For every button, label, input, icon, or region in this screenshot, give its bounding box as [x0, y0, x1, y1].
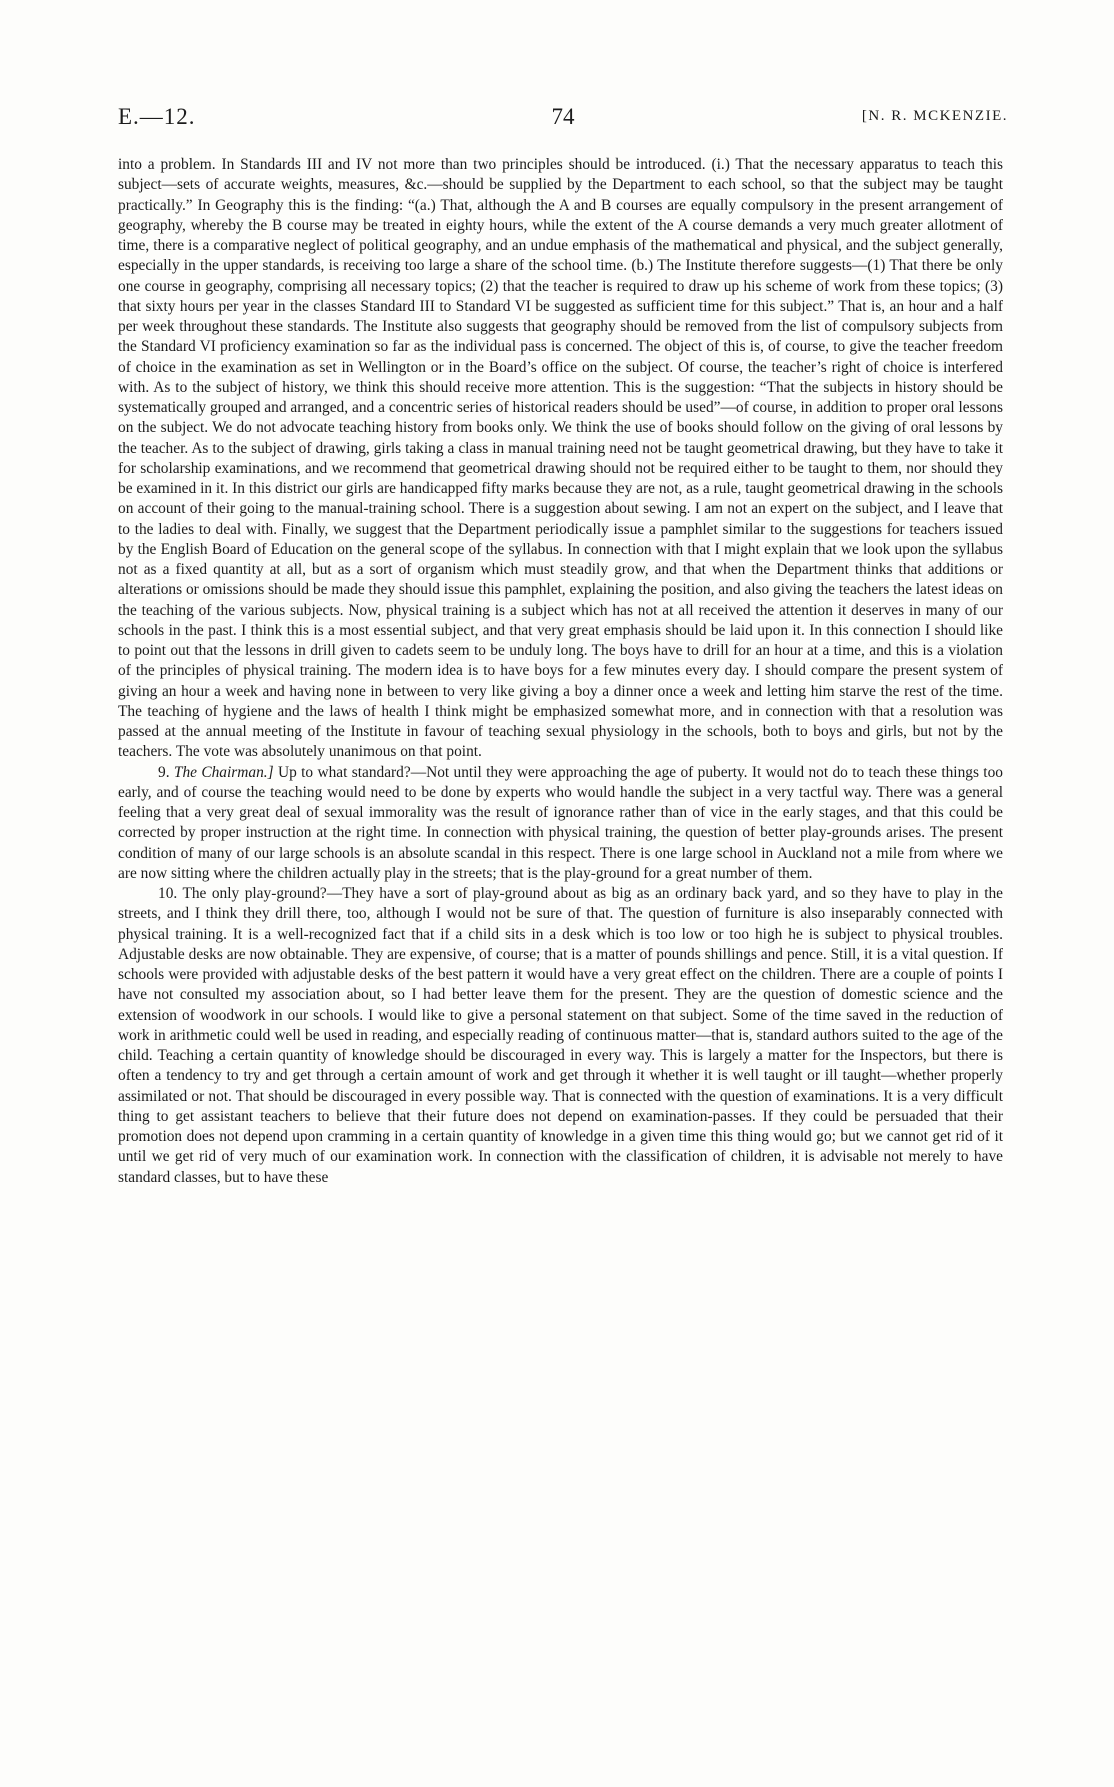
paragraph-question-10	[118, 884, 1003, 1188]
page-number: 74	[551, 104, 575, 129]
paragraph-text: Up to what standard?—Not until they were approaching the age of puberty. It would not do to teach these things too early, and of course the teaching would need to be done by experts who would handle the subject in a very tactful way. There was a general feeling that a very great deal of sexual immorality was the result of ignorance rather than of vice in the early stages, and that this could be corrected by proper instruction at the right time. In connection with physical training, the question of better play-grounds arises. The present condition of many of our large schools is an absolute scandal in this respect. There is one large school in Auckland not a mile from where we are now sitting where the children actually play in the streets; that is the play-ground for a great number of them.	[118, 763, 1003, 882]
paragraph-continuation	[118, 155, 1003, 763]
page-header	[118, 104, 1008, 134]
body-text	[118, 155, 1003, 1188]
witness-name: [N. R. MCKENZIE.	[861, 108, 1008, 124]
question-number: 9.	[158, 763, 170, 781]
document-reference: E.—12.	[118, 104, 196, 129]
question-number: 10.	[158, 885, 178, 902]
speaker-label: The Chairman.]	[173, 763, 274, 781]
paragraph-text: The only play-ground?—They have a sort of play-ground about as big as an ordinary back yard, and so they have to play in the streets, and I think they drill there, too, although I would not be sure of that. The question of furniture is also inseparably connected with physical training. It is a well-recognized fact that if a child sits in a desk which is too low or too high he is subject to physical troubles. Adjustable desks are now obtainable. They are expensive, of course; that is a matter of pounds shillings and pence. Still, it is a vital question. If schools were provided with adjustable desks of the best pattern it would have a very great effect on the children. There are a couple of points I have not consulted my association about, so I had better leave them for the present. They are the question of domestic science and the extension of woodwork in our schools. I would like to give a personal statement on that subject. Some of the time saved in the reduction of work in arithmetic could well be used in reading, and especially reading of continuous matter—that is, standard authors suited to the age of the child. Teaching a certain quantity of knowledge should be discouraged in every way. This is largely a matter for the Inspectors, but there is often a tendency to try and get through a certain amount of work and get through it whether it is well taught or ill taught—whether properly assimilated or not. That should be discouraged in every possible way. That is connected with the question of examinations. It is a very difficult thing to get assistant teachers to believe that their future does not depend on examination-passes. If they could be persuaded that their promotion does not depend upon cramming in a certain quantity of knowledge in a given time this thing would go; but we cannot get rid of it until we get rid of very much of our examination work. In connection with the classification of children, it is advisable not merely to have standard classes, but to have these	[118, 885, 1003, 1186]
paragraph-question-9	[118, 763, 1003, 885]
paragraph-text: into a problem. In Standards III and IV not more than two principles should be introduced. (i.) That the necessary apparatus to teach this subject—sets of accurate weights, measures, &c.—should be supplied by the Department to each school, so that the subject may be taught practically.” In Geography this is the finding: “(a.) That, although the A and B courses are equally compulsory in the present arrangement of geography, whereby the B course may be treated in eighty hours, while the extent of the A course demands a very much greater allotment of time, there is a comparative neglect of political geography, and an undue emphasis of the mathematical and physical, and the subject generally, especially in the upper standards, is receiving too large a share of the school time. (b.) The Institute therefore suggests—(1) That there be only one course in geography, comprising all necessary topics; (2) that the teacher is required to draw up his scheme of work from these topics; (3) that sixty hours per year in the classes Standard III to Standard VI be suggested as sufficient time for this subject.” That is, an hour and a half per week throughout these standards. The Institute also suggests that geography should be removed from the list of compulsory subjects from the Standard VI proficiency examination so far as the individual pass is concerned. The object of this is, of course, to give the teacher freedom of choice in the examination as set in Wellington or in the Board’s office on the subject. Of course, the teacher’s right of choice is interfered with. As to the subject of history, we think this should receive more attention. This is the suggestion: “That the subjects in history should be systematically grouped and arranged, and a concentric series of historical readers should be used”—of course, in addition to proper oral lessons on the subject. We do not advocate teaching history from books only. We think the use of books should follow on the giving of oral lessons by the teacher. As to the subject of drawing, girls taking a class in manual training need not be taught geometrical drawing, but they have to take it for scholarship examinations, and we recommend that geometrical drawing should not be required either to be taught to them, nor should they be examined in it. In this district our girls are handicapped fifty marks because they are not, as a rule, taught geometrical drawing in the schools on account of their going to the manual-training school. There is a suggestion about sewing. I am not an expert on the subject, and I leave that to the ladies to deal with. Finally, we suggest that the Department periodically issue a pamphlet similar to the suggestions for teachers issued by the English Board of Education on the general scope of the syllabus. In connection with that I might explain that we look upon the syllabus not as a fixed quantity at all, but as a sort of organism which must steadily grow, and that when the Department thinks that additions or alterations or omissions should be made they should issue this pamphlet, explaining the position, and also giving the teachers the latest ideas on the teaching of the various subjects. Now, physical training is a subject which has not at all received the attention it deserves in many of our schools in the past. I think this is a most essential subject, and that very great emphasis should be laid upon it. In this connection I should like to point out that the lessons in drill given to cadets seem to be unduly long. The boys have to drill for an hour at a time, and this is a violation of the principles of physical training. The modern idea is to have boys for a few minutes every day. I should compare the present system of giving an hour a week and having none in between to very like giving a boy a dinner once a week and letting him starve the rest of the time. The teaching of hygiene and the laws of health I think might be emphasized somewhat more, and in connection with that a resolution was passed at the annual meeting of the Institute in favour of teaching sexual physiology in the schools, both to boys and girls, but not by the teachers. The vote was absolutely unanimous on that point.	[118, 156, 1003, 761]
